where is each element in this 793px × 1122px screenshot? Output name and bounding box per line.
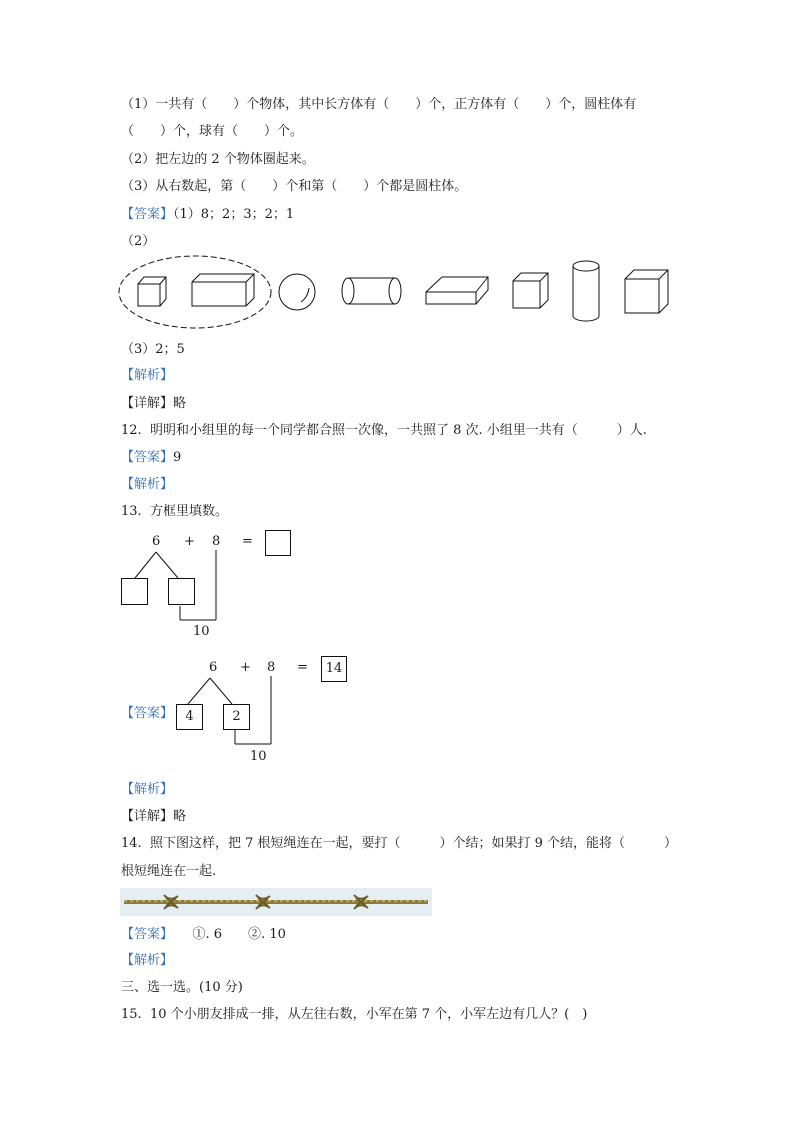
q11-line2: （ ）个，球有（ ）个。: [121, 124, 304, 139]
q13-answer-figure: [170, 652, 360, 770]
sphere-shape: [279, 274, 315, 310]
detail-text: 略: [173, 809, 187, 824]
q11-line1: （1）一共有（ ）个物体，其中长方体有（ ）个，正方体有（ ）个，圆柱体有: [121, 97, 637, 112]
q13-answer-ten-label: 10: [250, 749, 267, 764]
q13-question-figure: [118, 528, 308, 643]
q12-answer: [121, 449, 181, 467]
cube-shape-3: [625, 270, 668, 313]
q14-line2: 根短绳连在一起.: [121, 864, 217, 879]
q11-answer: [121, 206, 294, 224]
q15-question: 15. 10 个小朋友排成一排，从左往右数，小军在第 7 个，小军左边有几人？( ): [121, 1007, 588, 1022]
cylinder-shape-vertical: [573, 261, 599, 321]
q13-answer-number-a: 6: [209, 660, 218, 675]
answer-tag: 【答案】: [121, 706, 174, 721]
q12-analysis-tag: 【解析】: [121, 477, 174, 492]
answer-tag: 【答案】: [121, 927, 167, 942]
q13-split-box-1[interactable]: [121, 578, 148, 605]
detail-tag: 【详解】: [121, 809, 174, 824]
detail-text: 略: [173, 396, 187, 411]
selection-ellipse: [119, 256, 271, 328]
q11-line4: （3）从右数起，第（ ）个和第（ ）个都是圆柱体。: [121, 179, 468, 194]
cylinder-shape-horizontal: [342, 278, 401, 304]
cube-shape-1: [138, 277, 166, 306]
q13-number-a: 6: [152, 534, 161, 549]
q13-question: 13. 方框里填数。: [121, 504, 228, 519]
q13-answer-plus-sign: +: [240, 660, 251, 675]
answer-text: （1）8；2；3；2；1: [173, 207, 295, 222]
q13-detail: [121, 808, 186, 826]
cube-shape-2: [513, 273, 548, 308]
q14-answer: [121, 926, 286, 944]
q13-answer-split-box-1: 4: [176, 704, 203, 730]
answer-tag: 【答案】: [121, 207, 174, 222]
q11-line3: （2）把左边的 2 个物体圈起来。: [121, 152, 315, 167]
rope-knots-image: [120, 888, 432, 916]
q12-question: 12. 明明和小组里的每一个同学都合照一次像，一共照了 8 次. 小组里一共有（ ）人.: [121, 423, 647, 438]
q13-split-box-2[interactable]: [168, 578, 195, 605]
q13-analysis-tag: 【解析】: [121, 782, 174, 797]
q13-answer-result-box: 14: [321, 656, 347, 682]
q13-ten-label: 10: [193, 624, 210, 639]
q11-detail: [121, 395, 186, 413]
q14-analysis-tag: 【解析】: [121, 953, 174, 968]
q13-number-b: 8: [212, 534, 221, 549]
q13-answer-number-b: 8: [267, 660, 276, 675]
answer-text: 9: [173, 450, 182, 465]
solid-shapes-figure: [115, 252, 685, 332]
detail-tag: 【详解】: [121, 396, 174, 411]
cuboid-shape-1: [192, 274, 254, 306]
q13-answer-equals-sign: =: [297, 660, 308, 675]
cuboid-shape-2: [426, 277, 488, 304]
answer-text: ①. 6 ②. 10: [166, 927, 286, 942]
answer-tag: 【答案】: [121, 450, 174, 465]
q11-analysis-tag: 【解析】: [121, 368, 174, 383]
q13-result-box[interactable]: [265, 530, 291, 556]
q13-answer-tag-line: [121, 705, 173, 723]
q13-answer-split-box-2: 2: [223, 704, 250, 730]
q11-part2-label: （2）: [121, 234, 156, 249]
q13-plus-sign: +: [184, 534, 195, 549]
q14-line1: 14. 照下图这样，把 7 根短绳连在一起，要打（ ）个结；如果打 9 个结，能将（ ）: [121, 836, 678, 851]
q13-equals-sign: =: [242, 534, 253, 549]
section-3-heading: 三、选一选。(10 分): [121, 980, 243, 995]
q11-part3: （3）2；5: [121, 342, 185, 357]
